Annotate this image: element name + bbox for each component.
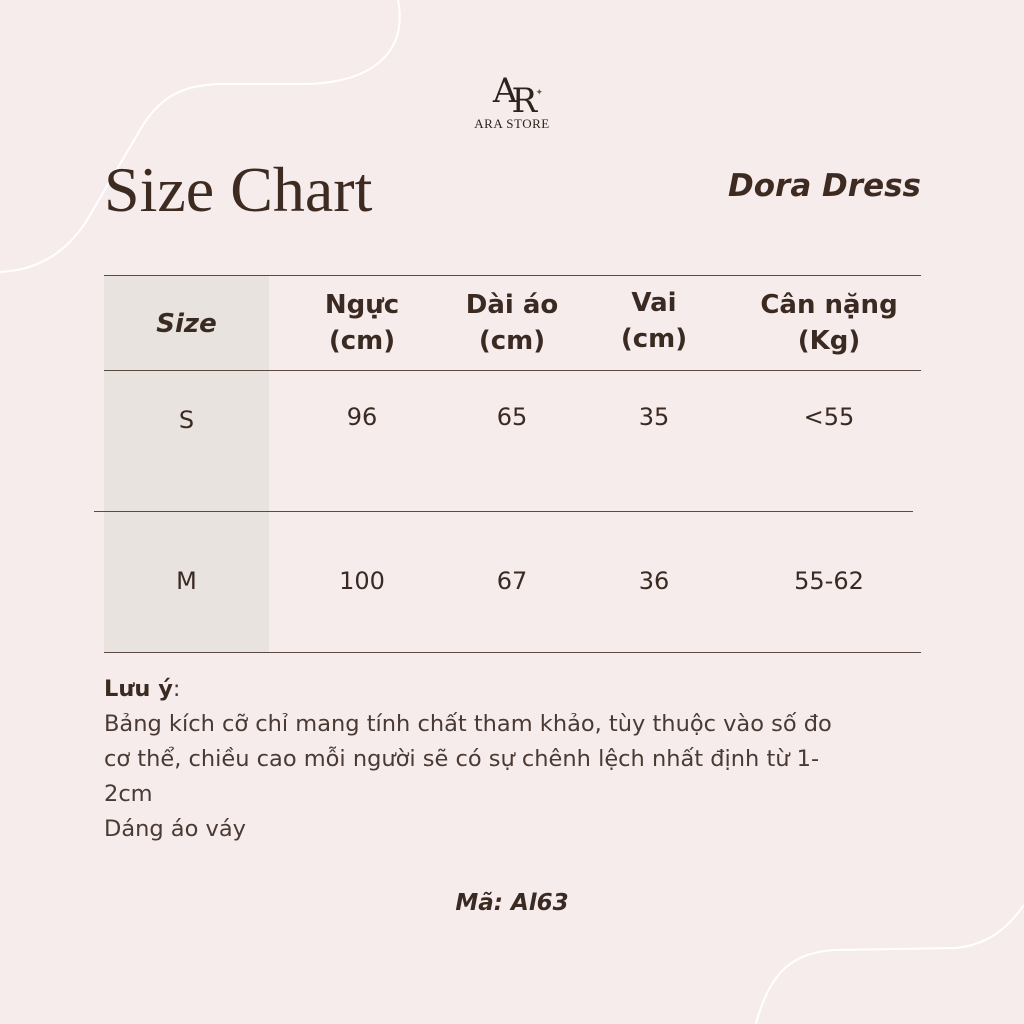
- row-s-size: S: [178, 406, 195, 434]
- header-weight-unit: (Kg): [797, 326, 861, 356]
- store-logo: [412, 72, 612, 132]
- row-divider: [94, 511, 913, 512]
- header-chest-label: Ngực: [324, 290, 400, 320]
- bottom-right-curve: [756, 905, 1024, 1024]
- note-label: Lưu ý: [104, 676, 173, 702]
- product-name: Dora Dress: [728, 168, 921, 204]
- row-m-size: M: [176, 567, 197, 595]
- note-line-1: Bảng kích cỡ chỉ mang tính chất tham khảo, tùy thuộc vào số đo: [104, 711, 832, 737]
- row-m-chest: 100: [339, 567, 385, 595]
- row-s-shoulder: 35: [638, 403, 670, 431]
- note-colon: :: [172, 676, 181, 702]
- logo-letter-r: R: [511, 81, 532, 121]
- header-weight-label: Cân nặng: [760, 290, 898, 320]
- logo-letter-a: A: [492, 71, 512, 111]
- header-chest: [282, 287, 442, 359]
- row-s-chest: 96: [346, 403, 378, 431]
- header-size: [104, 306, 269, 342]
- note-heading: [104, 672, 926, 707]
- note-line-4: Dáng áo váy: [104, 816, 246, 842]
- header-length: [432, 287, 592, 359]
- header-shoulder-label: Vai: [631, 288, 677, 318]
- row-s-weight: <55: [803, 403, 855, 431]
- top-left-curve: [0, 0, 400, 272]
- header-size-label: Size: [156, 309, 217, 339]
- header-shoulder: [574, 285, 734, 357]
- page-title: Size Chart: [104, 154, 373, 225]
- size-note: [104, 672, 926, 847]
- header-shoulder-unit: (cm): [620, 324, 688, 354]
- note-line-3: 2cm: [104, 781, 153, 807]
- store-name: ARA STORE: [474, 116, 550, 131]
- header-length-unit: (cm): [478, 326, 546, 356]
- header-weight: [734, 287, 924, 359]
- header-length-label: Dài áo: [465, 290, 559, 320]
- table-top-border: [104, 275, 921, 276]
- sparkle-icon: ✦: [535, 88, 544, 98]
- row-s-length: 65: [496, 403, 528, 431]
- row-m-length: 67: [496, 567, 528, 595]
- logo-mark: [492, 71, 544, 121]
- product-code: Mã: Al63: [455, 890, 569, 916]
- table-bottom-border: [104, 652, 921, 653]
- header-divider: [104, 370, 921, 371]
- header-chest-unit: (cm): [328, 326, 396, 356]
- row-m-shoulder: 36: [638, 567, 670, 595]
- row-m-weight: 55-62: [794, 567, 864, 595]
- note-line-2: cơ thể, chiều cao mỗi người sẽ có sự chênh lệch nhất định từ 1-: [104, 746, 820, 772]
